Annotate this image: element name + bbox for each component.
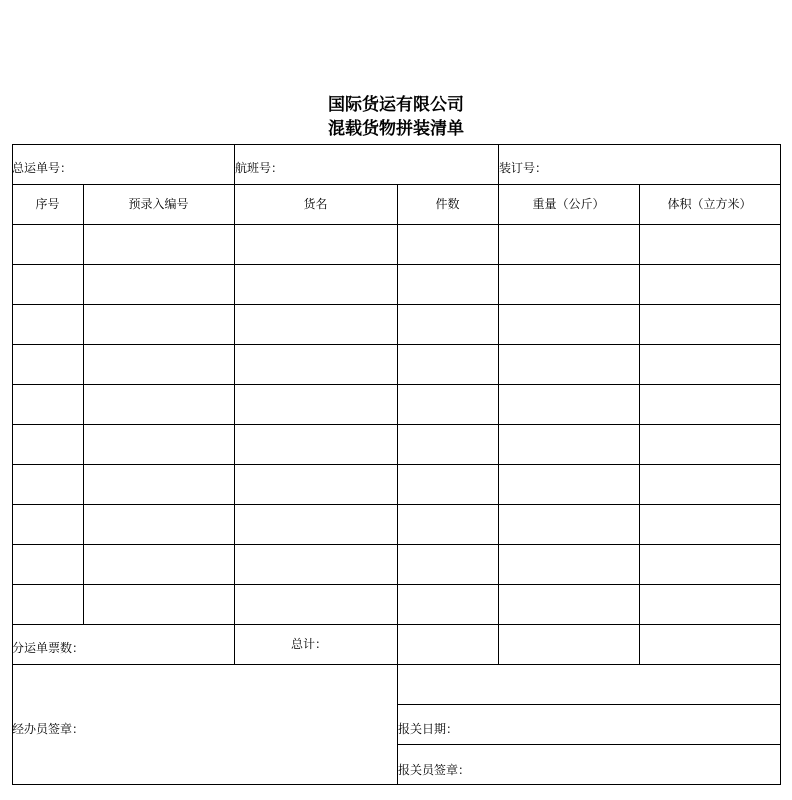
handler-signature-label: 经办员签章： [12,722,85,736]
company-title: 国际货运有限公司 [328,95,464,115]
total-label: 总计： [290,637,327,651]
master-awb-label: 总运单号： [12,161,73,175]
column-header-pieces: 件数 [435,197,460,211]
column-header-seq: 序号 [35,197,60,211]
flight-number-label: 航班号： [235,161,284,175]
declarant-signature-label: 报关员签章： [398,763,471,777]
form-title: 混载货物拼装清单 [328,119,464,139]
house-awb-count-label: 分运单票数： [12,641,85,655]
column-header-weight: 重量（公斤） [532,197,605,211]
column-header-volume: 体积（立方米） [667,197,752,211]
column-header-cargo-name: 货名 [303,197,328,211]
column-header-preentry-no: 预录入编号 [128,197,189,211]
declaration-date-label: 报关日期： [398,722,459,736]
binding-number-label: 装订号： [499,161,548,175]
